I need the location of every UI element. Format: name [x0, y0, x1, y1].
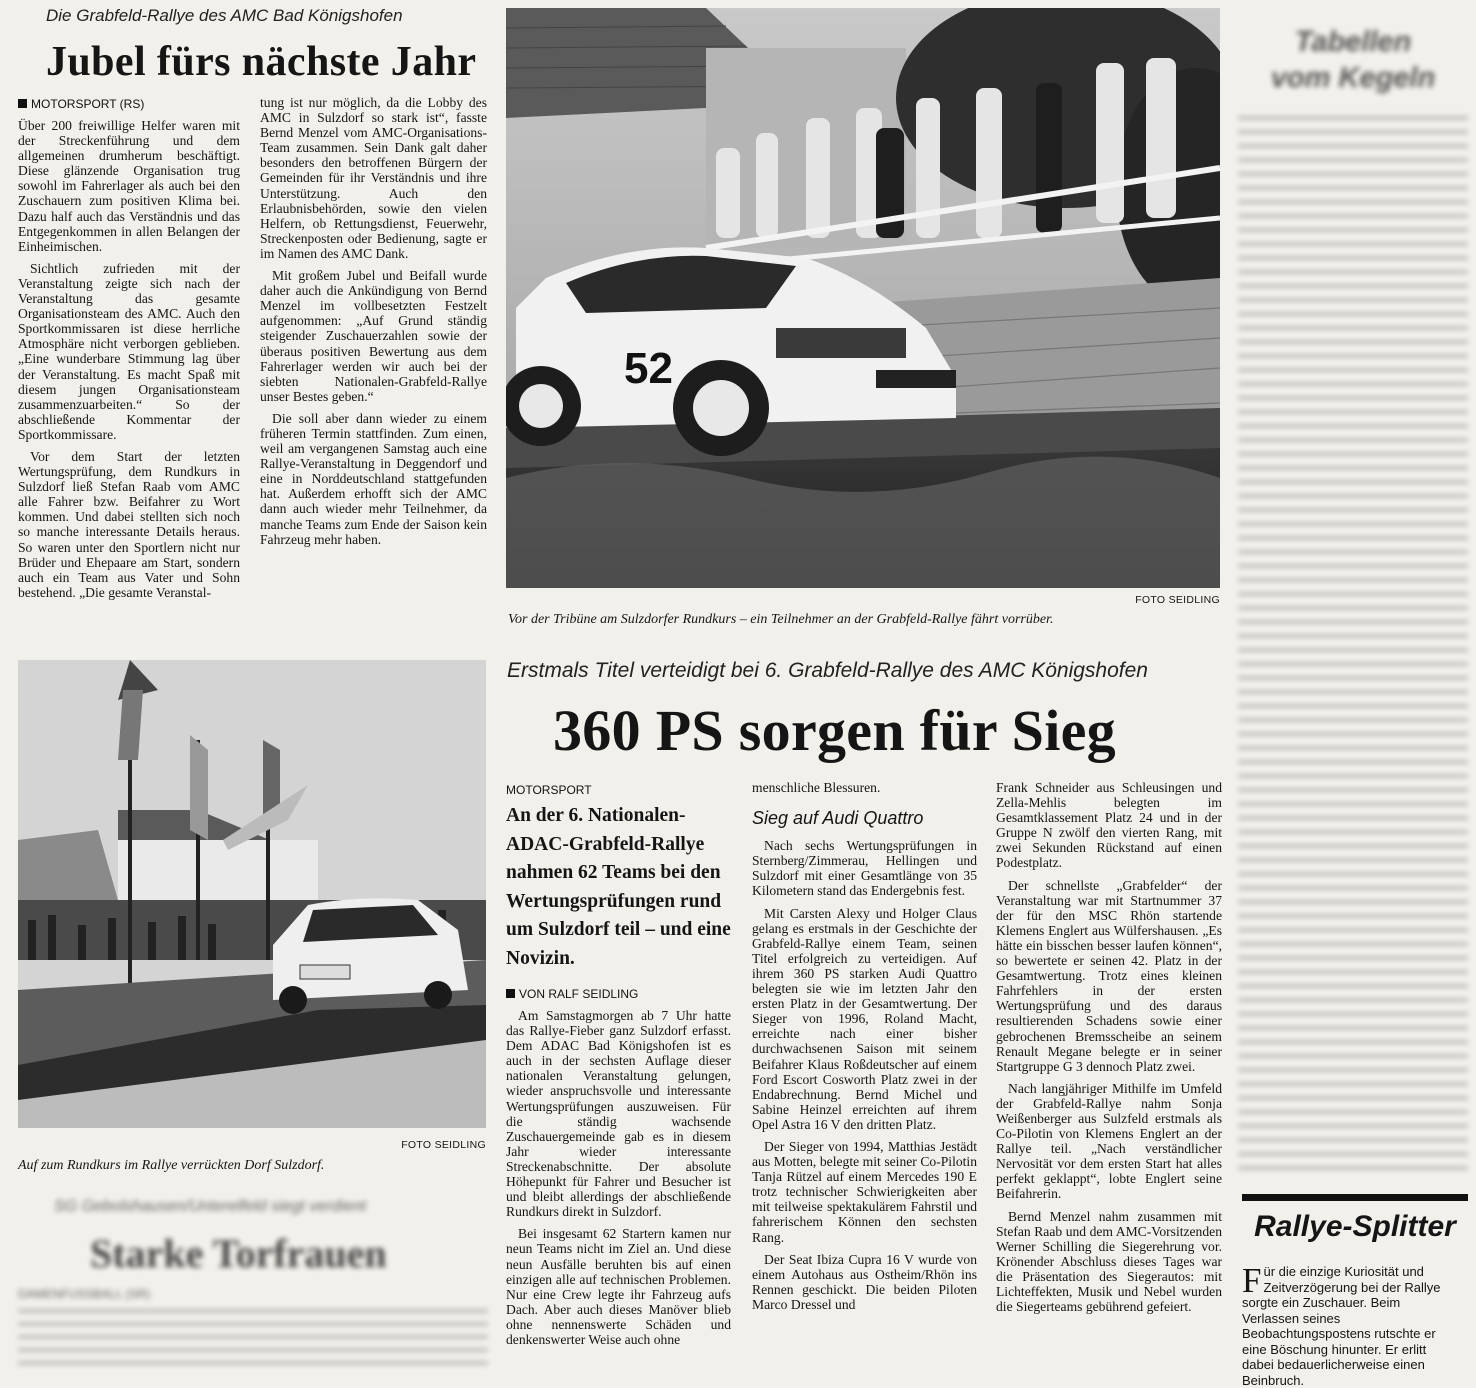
byline-label: VON RALF SEIDLING: [519, 987, 639, 1001]
paragraph: Der schnellste „Grabfelder“ der Veranstaltung war mit Startnummer 37 der für den MSC Rhön startende Klemens Englert aus Wülfershausen. „Es hätte ein bisschen besser laufen können“, so bewertete er seinen 42. Platz in der Gesamtwertung. Trotz eines kleinen Fahrfehlers in der ersten Wertungsprüfung und des daraus resultierenden Schadens sowie einer gebrochenen Bremsscheibe an seinem Renault Megane belegte er in seiner Startgruppe G 3 dennoch Platz zwei.: [996, 877, 1222, 1074]
paragraph: Bei insgesamt 62 Startern kamen nur neun Teams nicht im Ziel an. Und diese neun Ausfälle beruhten bis auf einen einzigen alle auf technischen Problemen. Nur eine Crew legte ihr Fahrzeug aufs Dach. Aber auch dieses Manöver blieb ohne nennenswerte Schäden und denkenswerter Weise auch ohne: [506, 1226, 731, 1347]
article3-kicker: SG Gebolshausen/Unterelfeld siegt verdient: [54, 1198, 367, 1215]
subhead: Sieg auf Audi Quattro: [752, 808, 924, 829]
photo1-caption: Vor der Tribüne am Sulzdorfer Rundkurs – ein Teilnehmer an der Grabfeld-Rallye fährt vorrüber.: [508, 612, 1054, 627]
rubric-label: MOTORSPORT (RS): [31, 97, 145, 111]
rally-village-photo: [18, 660, 486, 1128]
rally-car-photo: [506, 8, 1220, 588]
article3-rubric: DAMENFUSSBALL (SR): [18, 1287, 151, 1301]
splitter-box: [1242, 1261, 1452, 1388]
paragraph: menschliche Blessuren.: [752, 780, 881, 795]
article2-headline: 360 PS sorgen für Sieg: [553, 698, 1116, 763]
article3-headline: Starke Torfrauen: [90, 1231, 387, 1276]
article2-rubric: MOTORSPORT: [506, 783, 592, 797]
photo2-caption: Auf zum Rundkurs im Rallye verrückten Dorf Sulzdorf.: [18, 1158, 325, 1173]
paragraph: Nach sechs Wertungsprüfungen in Sternberg/Zimmerau, Hellingen und Sulzdorf mit einer Gesamtlänge von 35 Kilometern stand das Endergebnis fest.: [752, 838, 977, 899]
paragraph: Mit Carsten Alexy und Holger Claus gelang es erstmals in der Geschichte der Grabfeld-Rallye einem Team, seinen Titel erfolgreich zu verteidigen. Auf ihrem 360 PS starken Audi Quattro belegten sie wie im letzten Jahr den ersten Platz in der Gesamtwertung. Der Sieger von 1996, Roland Macht, erreichte nach einer bisher durchwachsenen Saison mit seinem Beifahrer Klaus Roßdeutscher auf einem Ford Escort Cosworth Platz zwei in der Endabrechnung. Bernd Michel und Sabine Heinzel erreichten auf ihrem Opel Astra 16 V den dritten Platz.: [752, 905, 977, 1132]
bullet-square-icon: [506, 989, 515, 998]
splitter-text: ür die einzige Kuriosität und Zeitverzögerung bei der Rallye sorgte ein Zuschauer. Beim Verlassen seines Beobachtungspostens rutschte er eine Böschung hinunter. Er erlitt dabei bedauerlicherweise einen Beinbruch.: [1242, 1264, 1441, 1388]
article3-text-placeholder: [18, 1309, 488, 1369]
article2-byline: [506, 987, 638, 1001]
article2-lead: An der 6. Nationalen-ADAC-Grabfeld-Rallye nahmen 62 Teams bei den Wertungsprüfungen rund um Sulzdorf teil – und eine Novizin.: [506, 805, 731, 969]
article2-column-1: [506, 1008, 731, 1347]
paragraph: Vor dem Start der letzten Wertungsprüfung, dem Rundkurs in Sulzdorf ließ Stefan Raab vom AMC alle Fahrer bzw. Beifahrer zu Wort kommen. Und dabei stellten sich noch so manche interessante Details heraus. So waren unter den Sportlern nicht nur Brüder und Ehepaare am Start, sondern auch ein Team aus Vater und Sohn bestehend. „Die gesamte Veranstal-: [18, 448, 240, 600]
sidebar-title: Tabellen vom Kegeln: [1270, 26, 1436, 94]
splitter-rule: [1242, 1194, 1468, 1201]
article2-column-2: [752, 780, 977, 1312]
sidebar-tables: [1238, 24, 1468, 1174]
photo2-credit: FOTO SEIDLING: [401, 1139, 486, 1151]
car-number-label: 52: [624, 344, 673, 393]
article3: [18, 1198, 488, 1376]
paragraph: Nach langjähriger Mithilfe im Umfeld der Grabfeld-Rallye nahm Sonja Weißenberger aus Sulzfeld erstmals als Co-Pilotin von Klemens Englert an der Rallye teil. „Nach verständlicher Nervosität vor dem ersten Start hat alles perfekt geklappt“, lobte Englert seine Beifahrerin.: [996, 1080, 1222, 1202]
article1-column-1: [18, 118, 240, 600]
article1-column-2: [260, 95, 487, 547]
article2-kicker: Erstmals Titel verteidigt bei 6. Grabfeld-Rallye des AMC Königshofen: [507, 659, 1148, 682]
article1-rubric: [18, 97, 144, 111]
article1-kicker: Die Grabfeld-Rallye des AMC Bad Königshofen: [46, 6, 403, 25]
paragraph: Sichtlich zufrieden mit der Veranstaltung zeigte sich nach der Veranstaltung das gesamte Organisationsteam des AMC. Auch den Sportkommissaren ist diese herrliche Atmosphäre nicht verborgen geblieben. „Eine wunderbare Stimmung lag über der Veranstaltung. Es macht Spaß mit diesem jungen Organisationsteam zusammenzuarbeiten.“ So der abschließende Kommentar der Sportkommissare.: [18, 260, 240, 442]
paragraph: Der Seat Ibiza Cupra 16 V wurde von einem Autohaus aus Ostheim/Rhön ins Rennen geschickt. Die beiden Piloten Marco Dressel und: [752, 1251, 977, 1312]
splitter-title: Rallye-Splitter: [1254, 1210, 1456, 1243]
paragraph: Der Sieger von 1994, Matthias Jestädt aus Motten, belegte mit seiner Co-Pilotin Tanja Rützel auf einem Mercedes 190 E trotz technischer Schwierigkeiten aber mit teilweise spektakulärem Fahrstil und fahrerischem Können den sechsten Rang.: [752, 1138, 977, 1245]
photo1-credit: FOTO SEIDLING: [1135, 594, 1220, 606]
sidebar-table-placeholder: [1238, 116, 1468, 1176]
paragraph: Mit großem Jubel und Beifall wurde daher auch die Ankündigung von Bernd Menzel im vollbesetzten Festzelt aufgenommen: „Auf Grund ständig steigender Zuschauerzahlen sowie der überaus positiven Bewertung aus dem Fahrerlager werden wir auch bei der siebten Nationalen-Grabfeld-Rallye unser Bestes geben.“: [260, 268, 487, 404]
splitter-dropcap: F: [1242, 1261, 1262, 1300]
paragraph: Frank Schneider aus Schleusingen und Zella-Mehlis belegten im Gesamtklassement Platz 24 und in der Gruppe N zwölf den vierten Rang, mit zwei Sekunden Rückstand auf einen Podestplatz.: [996, 780, 1222, 871]
paragraph: Über 200 freiwillige Helfer waren mit der Streckenführung und dem allgemeinen drumherum beschäftigt. Diese glänzende Organisation trug sowohl im Fahrerlager als auch bei den Zuschauern zum positiven Klima bei. Dazu half auch das Verständnis und das Entgegenkommen in allen Belangen der Einheimischen.: [18, 118, 240, 254]
rally-village-illustration: [18, 660, 486, 1128]
rally-car-illustration: [506, 8, 1220, 588]
bullet-square-icon: [18, 99, 27, 108]
paragraph: Bernd Menzel nahm zusammen mit Stefan Raab und dem AMC-Vorsitzenden Werner Schilling die Siegerehrung vor. Krönender Abschluss dieses Tages war die Präsentation des Siegerautos: mit Lichteffekten, Musik und Nebel wurden die Siegerteams gebührend gefeiert.: [996, 1208, 1222, 1315]
paragraph: Die soll aber dann wieder zu einem früheren Termin stattfinden. Zum einen, weil am vergangenen Samstag auch eine Rallye-Veranstaltung in Deggendorf und eine in Norddeutschland stattgefunden hat. Außerdem erhofft sich der AMC dann auch wieder mehr Teilnehmer, da manche Teams zum Ende der Saison kein Fahrzeug mehr haben.: [260, 410, 487, 547]
article1-headline: Jubel fürs nächste Jahr: [46, 39, 477, 85]
paragraph: Am Samstagmorgen ab 7 Uhr hatte das Rallye-Fieber ganz Sulzdorf erfasst. Dem ADAC Bad Königshofen ist es auch in der sechsten Auflage dieser nationalen Veranstaltung gelungen, wieder anspruchsvolle und interessante Wertungsprüfungen auszuweisen. Für die ständig wachsende Zuschauergemeinde gab es in diesem Jahr wieder interessante Streckenabschnitte. Der absolute Höhepunkt für Fahrer und Besucher ist und bleibt allerdings der abschließende Rundkurs direkt in Sulzdorf.: [506, 1008, 731, 1220]
article2-column-3: [996, 780, 1222, 1314]
paragraph: tung ist nur möglich, da die Lobby des AMC in Sulzdorf so stark ist“, fasste Bernd Menzel vom AMC-Organisations-Team zusammen. Sein Dank galt daher besonders den betroffenen Bürgern der Gemeinden für ihr Verständnis und ihre Unterstützung. Auch den Erlaubnisbehörden, sowie den vielen Helfern, ob Rettungsdienst, Feuerwehr, Streckenposten oder Bedienung, sagte er im Namen des AMC Dank.: [260, 95, 487, 261]
